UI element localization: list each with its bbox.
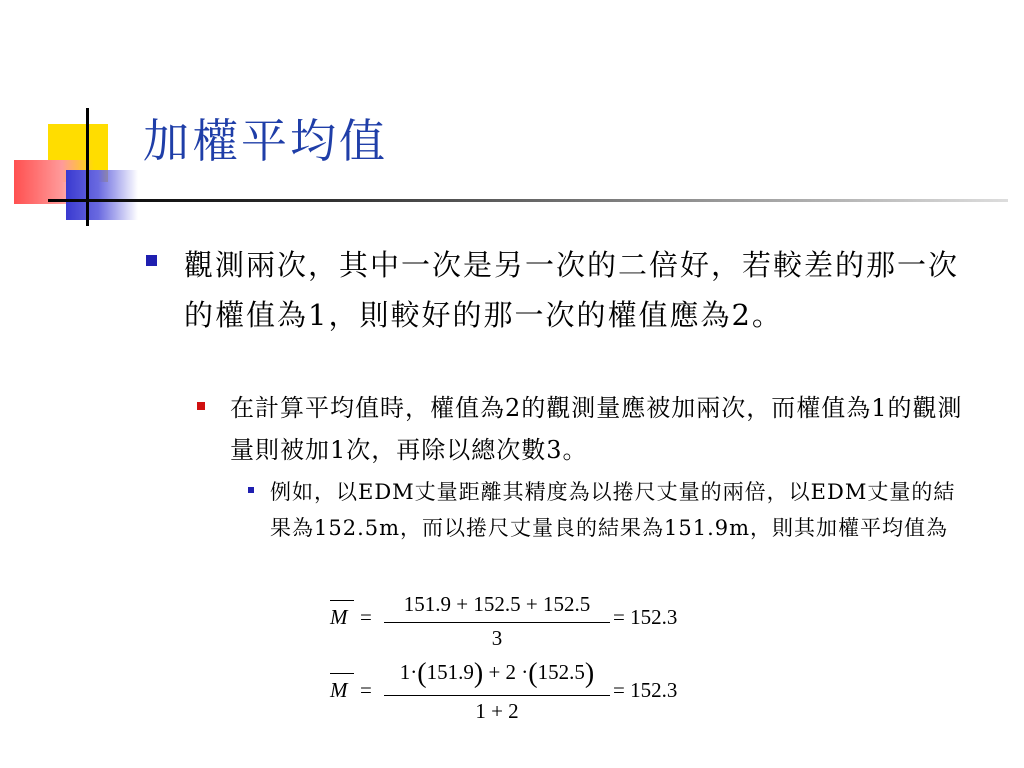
equation-1 xyxy=(330,592,710,652)
equation-denominator: 1 + 2 xyxy=(475,699,519,723)
equals-sign: = xyxy=(360,678,372,702)
fraction-line xyxy=(384,622,610,623)
equation-result: = 152.3 xyxy=(613,678,678,702)
equation-2 xyxy=(330,658,710,728)
bullet-level2: 在計算平均值時，權值為2的觀測量應被加兩次，而權值為1的觀測量則被加1次，再除以總次數3。 xyxy=(230,394,963,464)
title-underline xyxy=(48,199,1008,202)
bullet-square-icon xyxy=(197,402,205,410)
equation-numerator: 1·(151.9) + 2 ·(152.5) xyxy=(399,658,595,689)
bullet-level3: 例如，以EDM丈量距離其精度為以捲尺丈量的兩倍，以EDM丈量的結果為152.5m，而以捲尺丈量良的結果為151.9m，則其加權平均值為 xyxy=(270,480,956,540)
equation-denominator: 3 xyxy=(491,626,503,650)
decor-vertical-line xyxy=(86,108,89,226)
equation-lhs: M xyxy=(330,678,348,703)
equation-result: = 152.3 xyxy=(613,605,678,629)
equation-lhs: M xyxy=(330,605,348,630)
equation-numerator: 151.9 + 152.5 + 152.5 xyxy=(403,592,591,616)
decor-blue-gradient-square xyxy=(66,170,138,220)
equals-sign: = xyxy=(360,605,372,629)
bullet-square-icon xyxy=(146,255,157,266)
fraction-line xyxy=(384,695,610,696)
slide-title: 加權平均值 xyxy=(143,114,388,168)
bullet-square-icon xyxy=(248,487,254,493)
bullet-level1: 觀測兩次，其中一次是另一次的二倍好，若較差的那一次的權值為1，則較好的那一次的權值應為2。 xyxy=(184,248,960,332)
